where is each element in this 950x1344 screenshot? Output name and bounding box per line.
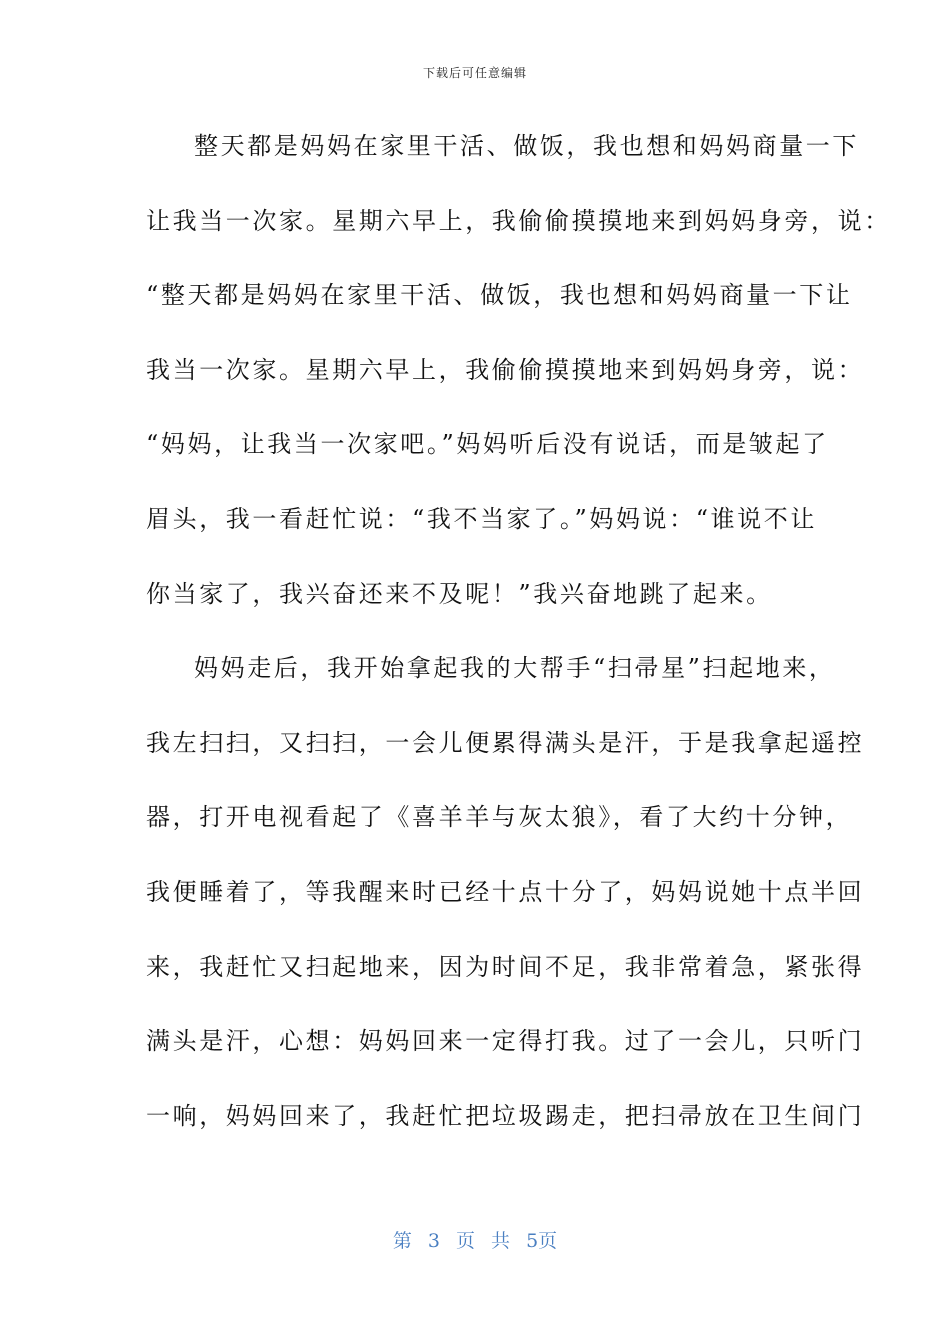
text-line: 整天都是妈妈在家里干活、做饭，我也想和妈妈商量一下 [194,132,859,160]
text-line: 眉头，我一看赶忙说：“我不当家了。”妈妈说：“谁说不让 [146,504,818,533]
text-line: 妈妈走后，我开始拿起我的大帮手“扫帚星”扫起地来， [194,654,836,683]
text-line: 满头是汗，心想：妈妈回来一定得打我。过了一会儿，只听门 [146,1027,865,1056]
text-line: 器，打开电视看起了《喜羊羊与灰太狼》，看了大约十分钟， [146,803,853,832]
text-line: 让我当一次家。星期六早上，我偷偷摸摸地来到妈妈身旁，说： [146,206,891,235]
text-line: “整天都是妈妈在家里干活、做饭，我也想和妈妈商量一下让 [146,281,853,310]
text-line: 我左扫扫，又扫扫，一会儿便累得满头是汗，于是我拿起遥控 [146,728,865,757]
text-line: 我当一次家。星期六早上，我偷偷摸摸地来到妈妈身旁，说： [146,355,865,384]
page-header: 下载后可任意编辑 [422,66,527,80]
text-line: 你当家了，我兴奋还来不及呢！”我兴奋地跳了起来。 [146,579,773,608]
page-footer: 第 3 页 共 5页 [392,1230,558,1252]
body-text [146,128,891,1172]
text-line: 我便睡着了，等我醒来时已经十点十分了，妈妈说她十点半回 [146,877,865,906]
text-line: “妈妈，让我当一次家吧。”妈妈听后没有说话，而是皱起了 [146,430,829,459]
text-line: 一响，妈妈回来了，我赶忙把垃圾踢走，把扫帚放在卫生间门 [146,1101,865,1130]
text-line: 来，我赶忙又扫起地来，因为时间不足，我非常着急，紧张得 [146,952,865,981]
